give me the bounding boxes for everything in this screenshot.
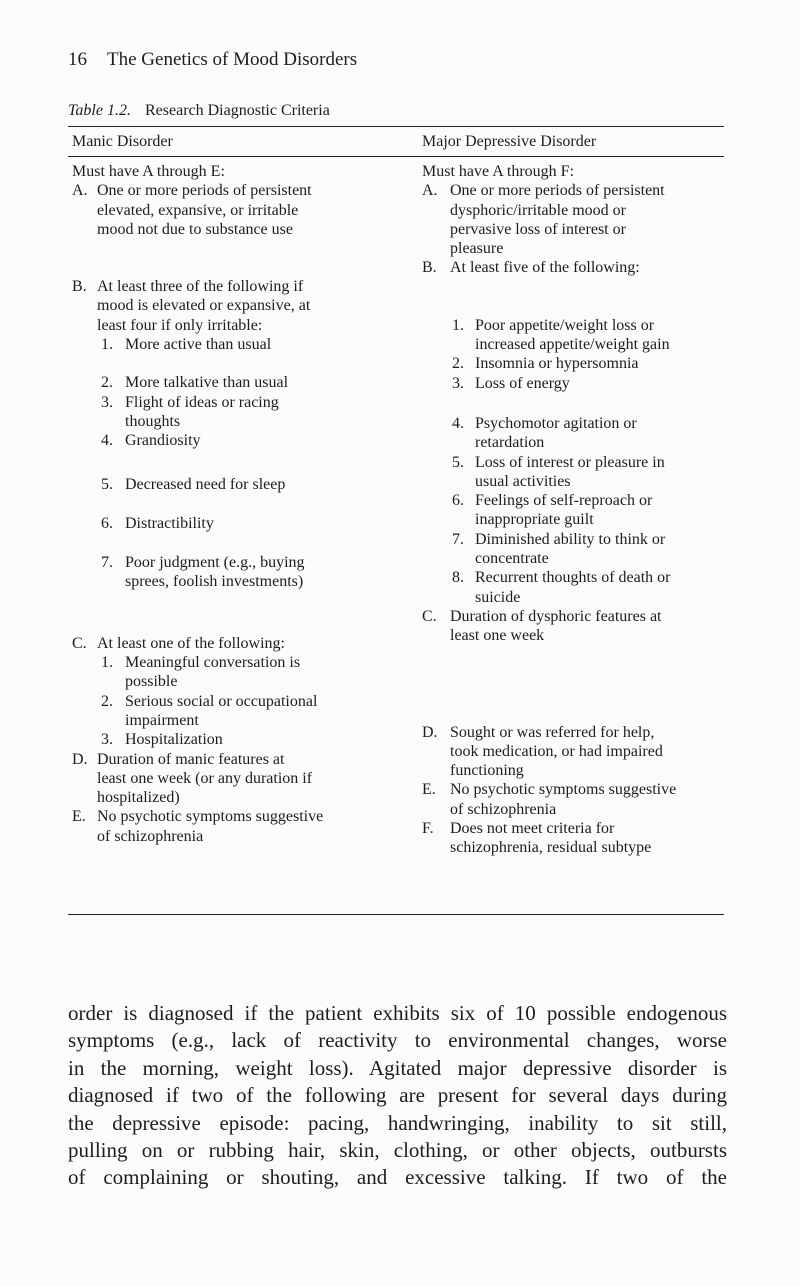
manic-b-item: 5. Decreased need for sleep (101, 475, 286, 493)
depressive-b-item: 6. Feelings of self-reproach or inappropriate guilt (452, 492, 653, 529)
body-paragraph (68, 1000, 727, 1192)
table-title: Research Diagnostic Criteria (144, 102, 330, 119)
manic-criterion-e: E. No psychotic symptoms suggestive of schizophrenia (72, 808, 324, 845)
depressive-b-item: 3. Loss of energy (452, 374, 570, 392)
depressive-criterion-f: F. Does not meet criteria for schizophrenia, residual subtype (422, 820, 652, 857)
manic-b-item: 2. More talkative than usual (101, 374, 289, 392)
depressive-column (422, 162, 722, 858)
body-line: in the morning, weight loss). Agitated major depressive disorder is (68, 1055, 727, 1080)
manic-b-item: 7. Poor judgment (e.g., buying sprees, foolish investments) (101, 554, 305, 591)
table-top-rule (68, 126, 724, 127)
depressive-criterion-c: C. Duration of dysphoric features at least one week (422, 607, 662, 645)
manic-b-item: 3. Flight of ideas or racing thoughts (101, 393, 279, 430)
manic-criterion-d: D. Duration of manic features at least one week (or any duration if hospitalized) (72, 750, 313, 807)
manic-criterion-b: B. At least three of the following if mood is elevated or expansive, at least four if only irritable: (72, 278, 311, 334)
depressive-b-item: 8. Recurrent thoughts of death or suicide (452, 569, 671, 606)
depressive-intro: Must have A through F: (422, 163, 575, 180)
manic-c-item: 2. Serious social or occupational impairment (101, 692, 318, 729)
manic-criterion-c: C. At least one of the following: (72, 634, 285, 652)
body-line: symptoms (e.g., lack of reactivity to environmental changes, worse (68, 1028, 727, 1053)
depressive-b-item: 4. Psychomotor agitation or retardation (452, 414, 637, 452)
body-line: diagnosed if two of the following are present for several days during (68, 1083, 727, 1108)
table-label: Table 1.2. (68, 102, 131, 119)
manic-criterion-a: A. One or more periods of persistent elevated, expansive, or irritable mood not due to substance use (72, 182, 312, 238)
manic-intro: Must have A through E: (72, 163, 225, 180)
running-title: The Genetics of Mood Disorders (107, 49, 358, 70)
column-header-depressive: Major Depressive Disorder (422, 133, 597, 150)
table-bottom-rule (68, 914, 724, 915)
manic-b-item: 6. Distractibility (101, 514, 214, 532)
depressive-b-item: 1. Poor appetite/weight loss or increased appetite/weight gain (452, 316, 670, 354)
running-head (68, 49, 357, 71)
manic-b-item: 4. Grandiosity (101, 432, 201, 450)
body-line: order is diagnosed if the patient exhibits six of 10 possible endogenous (68, 1001, 727, 1025)
manic-c-item: 3. Hospitalization (101, 731, 223, 749)
depressive-criterion-a: A. One or more periods of persistent dysphoric/irritable mood or pervasive loss of interest or pleasure (422, 182, 665, 258)
manic-b-item: 1. More active than usual (101, 336, 272, 354)
depressive-b-item: 2. Insomnia or hypersomnia (452, 355, 639, 373)
column-header-manic: Manic Disorder (72, 133, 173, 150)
body-line: pulling on or rubbing hair, skin, clothing, or other objects, outbursts (68, 1138, 727, 1163)
page-number: 16 (68, 49, 87, 70)
table-caption (68, 102, 330, 120)
depressive-criterion-e: E. No psychotic symptoms suggestive of schizophrenia (422, 781, 677, 818)
depressive-criterion-d: D. Sought or was referred for help, took medication, or had impaired functioning (422, 723, 663, 780)
table-header-rule (68, 156, 724, 157)
body-line: of complaining or shouting, and excessive talking. If two of the (68, 1165, 727, 1190)
depressive-b-item: 7. Diminished ability to think or concentrate (452, 530, 666, 568)
depressive-criterion-b: B. At least five of the following: (422, 259, 640, 277)
manic-c-item: 1. Meaningful conversation is possible (101, 654, 301, 691)
manic-column (72, 162, 402, 846)
depressive-b-item: 5. Loss of interest or pleasure in usual activities (452, 453, 665, 490)
body-line: the depressive episode: pacing, handwringing, inability to sit still, (68, 1110, 727, 1135)
